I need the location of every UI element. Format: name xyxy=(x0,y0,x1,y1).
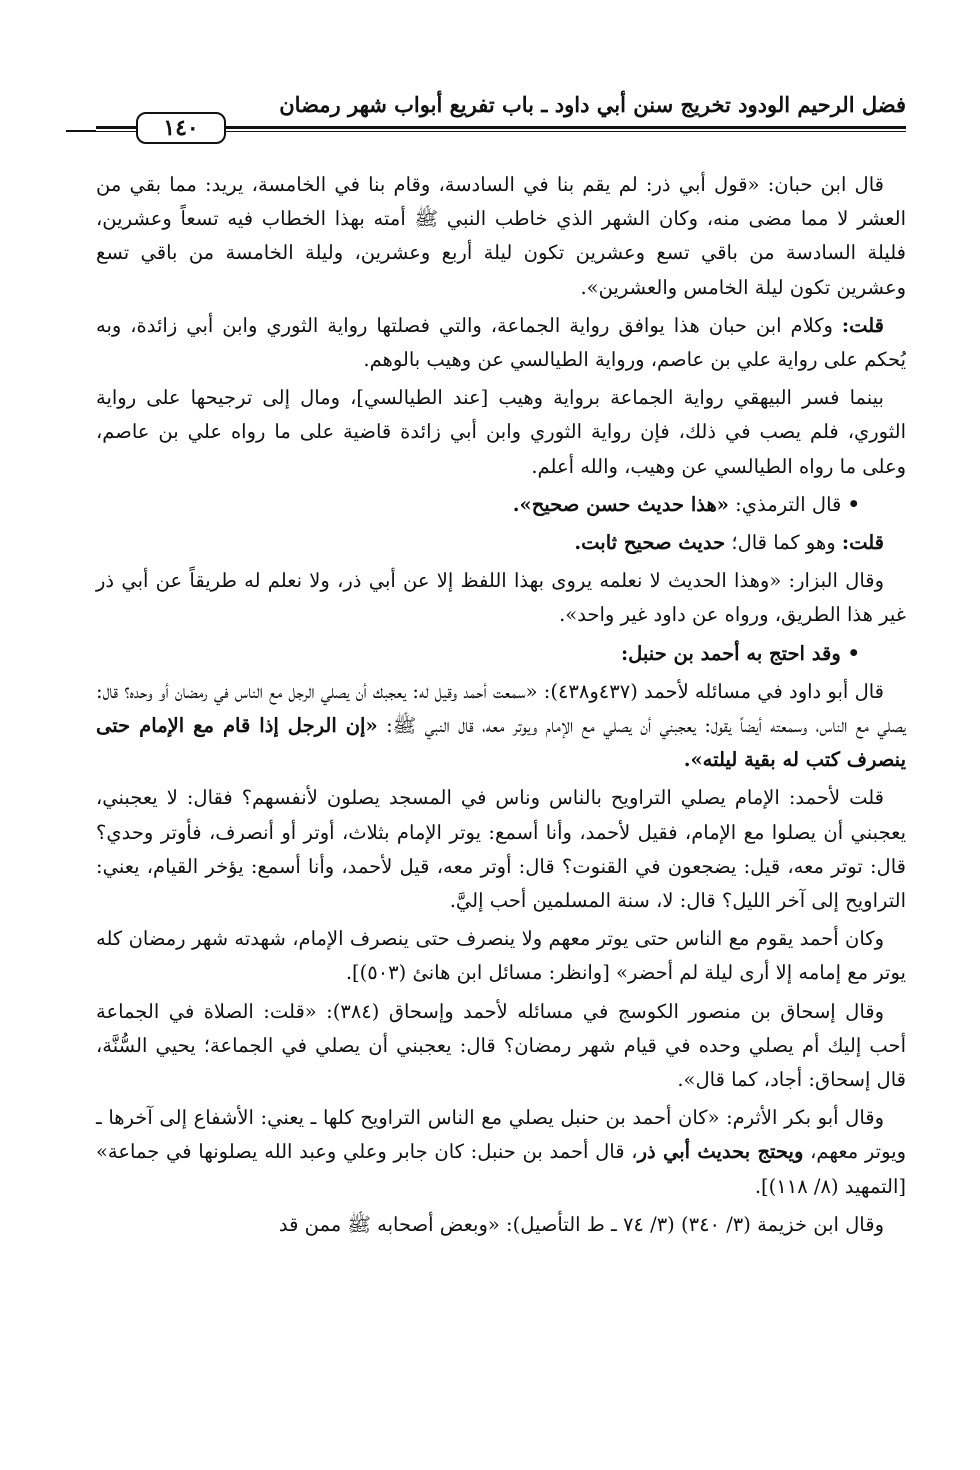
paragraph-text: وهو كما قال؛ xyxy=(725,531,842,555)
paragraph-text: وكلام ابن حبان هذا يوافق رواية الجماعة، والتي فصلتها رواية الثوري وابن أبي زائدة، وبه يُحكم على رواية علي بن عاصم، ورواية الطيالسي عن وهيب بالوهم. xyxy=(96,313,906,372)
paragraph-text: وقال أبو بكر الأثرم: «كان أحمد بن حنبل يصلي مع الناس التراويح كلها ـ يعني: الأشفاع إلى آخرها ـ ويوتر معهم، xyxy=(96,1106,906,1164)
bullet-icon: • xyxy=(847,492,860,516)
paragraph xyxy=(96,675,906,778)
verdict-text: حديث صحيح ثابت. xyxy=(574,531,726,555)
paragraph xyxy=(96,1101,906,1204)
paragraph: وقال البزار: «وهذا الحديث لا نعلمه يروى بهذا اللفظ إلا عن أبي ذر، ولا نعلم له طريقاً عن أبي ذر غير هذا الطريق، ورواه عن داود غير واحد». xyxy=(96,569,906,627)
page-body xyxy=(96,168,906,1418)
page-number: ١٤٠ xyxy=(136,112,226,144)
hadith-text: «إن الرجل إذا قام مع الإمام حتى ينصرف كتب له بقية ليلته». xyxy=(96,714,906,772)
bullet-paragraph xyxy=(96,637,906,671)
emphasis-text: ويحتج بحديث أبي ذر xyxy=(637,1140,804,1164)
bullet-icon: • xyxy=(847,641,860,665)
paragraph-lead: قلت: xyxy=(841,531,884,555)
header-title: فضل الرحيم الودود تخريج سنن أبي داود ـ باب تفريع أبواب شهر رمضان xyxy=(279,92,906,117)
paragraph xyxy=(96,526,906,560)
paragraph-text: قال الترمذي: xyxy=(728,492,848,516)
paragraph xyxy=(96,309,906,377)
paragraph: بينما فسر البيهقي رواية الجماعة برواية وهيب [عند الطيالسي]، ومال إلى ترجيحها على رواية الثوري، فلم يصب في ذلك، فإن رواية الثوري وابن أبي زائدة قاضية على ما رواه علي بن عاصم، وعلى ما رواه الطيالسي عن وهيب، والله أعلم. xyxy=(96,386,906,478)
paragraph: وقال إسحاق بن منصور الكوسج في مسائله لأحمد وإسحاق (٣٨٤): «قلت: الصلاة في الجماعة أحب إليك أم يصلي وحده في قيام شهر رمضان؟ قال: يعجبني أن يصلي في الجماعة؛ يحيي السُّنَّة، قال إسحاق: أجاد، كما قال». xyxy=(96,999,906,1092)
paragraph-lead: قلت: xyxy=(841,313,884,337)
page-number-rule xyxy=(66,130,96,132)
paragraph-text: ، قال أحمد بن حنبل: كان جابر وعلي وعبد الله يصلونها في جماعة» [التمهيد (٨/ ١١٨)]. xyxy=(96,1140,906,1198)
paragraph: قلت لأحمد: الإمام يصلي التراويح بالناس وناس في المسجد يصلون لأنفسهم؟ فقال: لا يعجبني، يعجبني أن يصلوا مع الإمام، فقيل لأحمد، وأنا أسمع: يوتر الإمام بثلاث، أوتر أو أنصرف، فأوتر وحدي؟ قال: توتر معه، قيل: يضجعون في القنوت؟ قال: أوتر معه، قيل لأحمد، وأنا أسمع: يؤخر القيام، يعني: التراويح إلى آخر الليل؟ قال: لا، سنة المسلمين أحب إليَّ. xyxy=(96,786,906,913)
running-header xyxy=(96,92,906,141)
bullet-paragraph xyxy=(96,488,906,522)
quote-text: «هذا حديث حسن صحيح». xyxy=(512,492,729,516)
paragraph: قال ابن حبان: «قول أبي ذر: لم يقم بنا في السادسة، وقام بنا في الخامسة، يريد: مما بقي من العشر لا مما مضى منه، وكان الشهر الذي خاطب النبي ﷺ أمته بهذا الخطاب فيه تسعاً وعشرين، فليلة السادسة من باقي تسع وعشرين تكون ليلة أربع وعشرين، وليلة الخامسة من باقي تسع وعشرين تكون ليلة الخامس والعشرين». xyxy=(96,173,906,299)
paragraph: وقال ابن خزيمة (٣/ ٣٤٠) (٣/ ٧٤ ـ ط التأصيل): «وبعض أصحابه ﷺ ممن قد xyxy=(278,1212,884,1236)
paragraph-text: قال أبو داود في مسائله لأحمد (٤٣٧و٤٣٨): «سمعت أحمد وقيل له: يعجبك أن يصلي الرجل مع الناس في رمضان أو وحده؟ قال: يصلي مع الناس، وسمعته أيضاً يقول: يعجبني أن يصلي مع الإمام ويوتر معه، قال النبي ﷺ: xyxy=(96,679,906,738)
paragraph: وكان أحمد يقوم مع الناس حتى يوتر معهم ولا ينصرف حتى ينصرف الإمام، شهدته شهر رمضان كله يوتر مع إمامه إلا أرى ليلة لم أحضر» [وانظر: مسائل ابن هانئ (٥٠٣)]. xyxy=(96,927,906,985)
section-heading: وقد احتج به أحمد بن حنبل: xyxy=(620,641,848,665)
